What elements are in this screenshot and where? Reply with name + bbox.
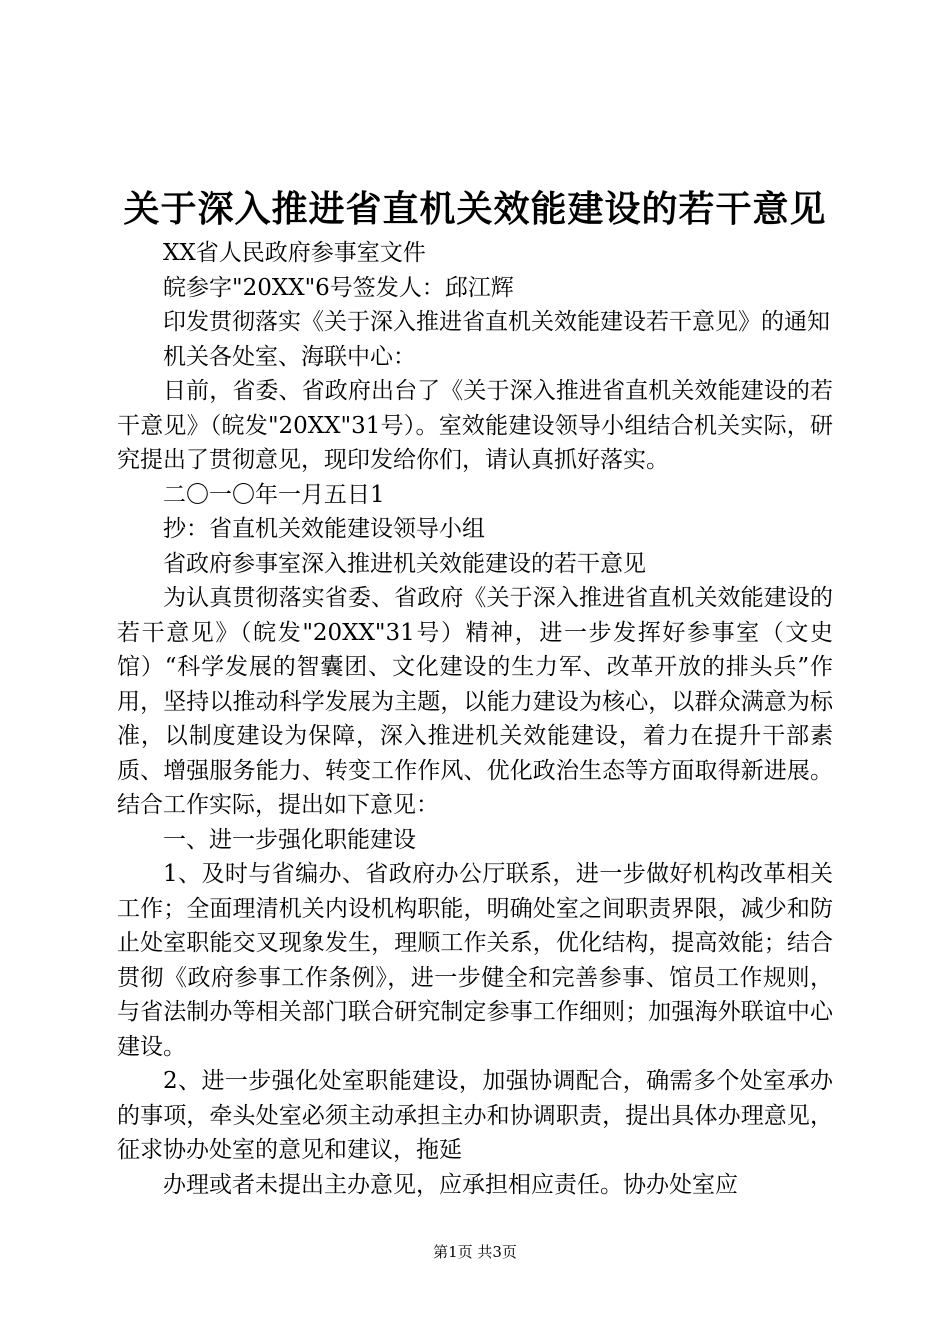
paragraph: 印发贯彻落实《关于深入推进省直机关效能建设若干意见》的通知 (163, 309, 830, 335)
paragraph: 办理或者未提出主办意见，应承担相应责任。协办处室应 (163, 1171, 738, 1198)
paragraph: 省政府参事室深入推进机关效能建设的若干意见 (163, 550, 646, 577)
paragraph: 日前，省委、省政府出台了《关于深入推进省直机关效能建设的若干意见》（皖发"20XX"31号）。室效能建设领导小组结合机关实际，研究提出了贯彻意见，现印发给你们，请认真抓好落实。 (117, 378, 833, 473)
paragraph: XX省人民政府参事室文件 (163, 240, 426, 266)
paragraph: 皖参字"20XX"6号签发人：邱江辉 (163, 274, 514, 301)
paragraph: 为认真贯彻落实省委、省政府《关于深入推进省直机关效能建设的若干意见》（皖发"20XX"31号）精神，进一步发挥好参事室（文史馆）“科学发展的智囊团、文化建设的生力军、改革开放的排头兵”作用，坚持以推动科学发展为主题，以能力建设为核心，以群众满意为标准，以制度建设为保障，深入推进机关效能建设，着力在提升干部素质、增强服务能力、转变工作作风、优化政治生态等方面取得新进展。结合工作实际，提出如下意见： (117, 585, 833, 818)
paragraph: 2、进一步强化处室职能建设，加强协调配合，确需多个处室承办的事项，牵头处室必须主动承担主办和协调职责，提出具体办理意见，征求协办处室的意见和建议，拖延 (117, 1068, 833, 1163)
paragraph: 机关各处室、海联中心： (163, 343, 416, 370)
page-footer: 第1页 共3页 (433, 1243, 517, 1261)
paragraph: 一、进一步强化职能建设 (163, 826, 416, 853)
document-title: 关于深入推进省直机关效能建设的若干意见 (123, 188, 827, 230)
document-body (117, 236, 833, 1202)
paragraph: 二〇一〇年一月五日1 (163, 481, 385, 508)
paragraph: 1、及时与省编办、省政府办公厅联系，进一步做好机构改革相关工作；全面理清机关内设机构职能，明确处室之间职责界限，减少和防止处室职能交叉现象发生，理顺工作关系，优化结构，提高效能；结合贯彻《政府参事工作条例》，进一步健全和完善参事、馆员工作规则，与省法制办等相关部门联合研究制定参事工作细则；加强海外联谊中心建设。 (117, 861, 833, 1060)
paragraph: 抄：省直机关效能建设领导小组 (163, 516, 485, 542)
